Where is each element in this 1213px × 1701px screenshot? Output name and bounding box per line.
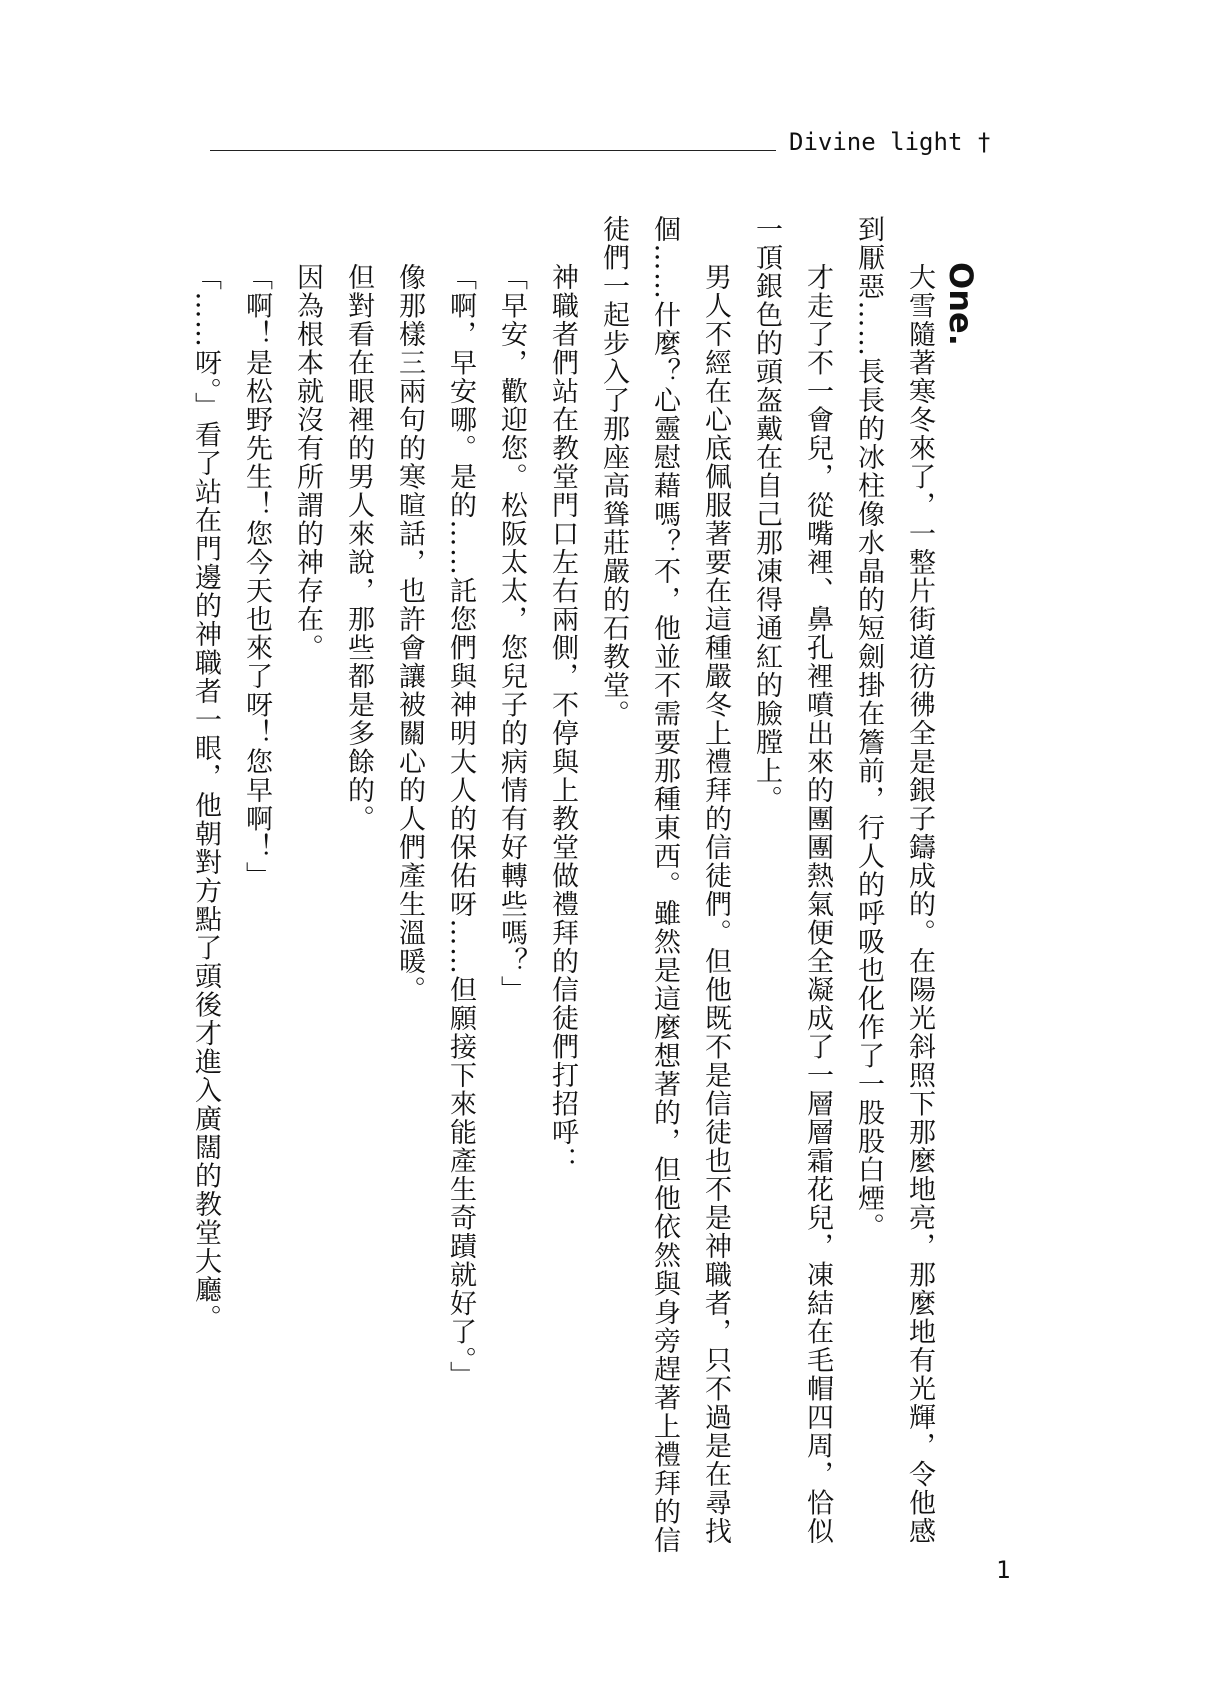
text-column: 因為根本就沒有所謂的神存在。 bbox=[292, 263, 323, 662]
text-column: 「……呀。」看了站在門邊的神職者一眼，他朝對方點了頭後才進入廣闊的教堂大廳。 bbox=[190, 263, 221, 1333]
text-column: 「啊，早安哪。是的……託您們與神明大人的保佑呀……但願接下來能產生奇蹟就好了。」 bbox=[445, 263, 476, 1390]
text-column: 個……什麼？心靈慰藉嗎？不，他並不需要那種東西。雖然是這麼想著的，但他依然與身旁趕著上禮拜的信 bbox=[649, 215, 680, 1555]
text-column: 男人不經在心底佩服著要在這種嚴冬上禮拜的信徒們。但他既不是信徒也不是神職者，只不過是在尋找 bbox=[700, 263, 731, 1546]
text-column: 「啊！是松野先生！您今天也來了呀！您早啊！」 bbox=[241, 263, 272, 890]
text-column: 但對看在眼裡的男人來說，那些都是多餘的。 bbox=[343, 263, 374, 833]
header-rule bbox=[210, 150, 776, 151]
text-column: 一頂銀色的頭盔戴在自己那凍得通紅的臉膛上。 bbox=[751, 215, 782, 814]
text-column: 像那樣三兩句的寒暄話，也許會讓被關心的人們產生溫暖。 bbox=[394, 263, 425, 1004]
text-column: 神職者們站在教堂門口左右兩側，不停與上教堂做禮拜的信徒們打招呼： bbox=[547, 263, 578, 1175]
header-title: Divine light † bbox=[789, 128, 992, 156]
page-number: 1 bbox=[996, 1556, 1011, 1584]
text-column: 徒們一起步入了那座高聳莊嚴的石教堂。 bbox=[598, 215, 629, 728]
text-column: 大雪隨著寒冬來了，一整片街道彷彿全是銀子鑄成的。在陽光斜照下那麼地亮，那麼地有光輝，令他感 bbox=[904, 263, 935, 1546]
chapter-title: One. bbox=[942, 262, 980, 346]
text-column: 才走了不一會兒，從嘴裡、鼻孔裡噴出來的團團熱氣便全凝成了一層層霜花兒，凍結在毛帽四周，恰似 bbox=[802, 263, 833, 1546]
text-column: 「早安，歡迎您。松阪太太，您兒子的病情有好轉些嗎？」 bbox=[496, 263, 527, 1004]
body-text bbox=[180, 215, 945, 1595]
text-column: 到厭惡……長長的冰柱像水晶的短劍掛在簷前，行人的呼吸也化作了一股股白煙。 bbox=[853, 215, 884, 1241]
